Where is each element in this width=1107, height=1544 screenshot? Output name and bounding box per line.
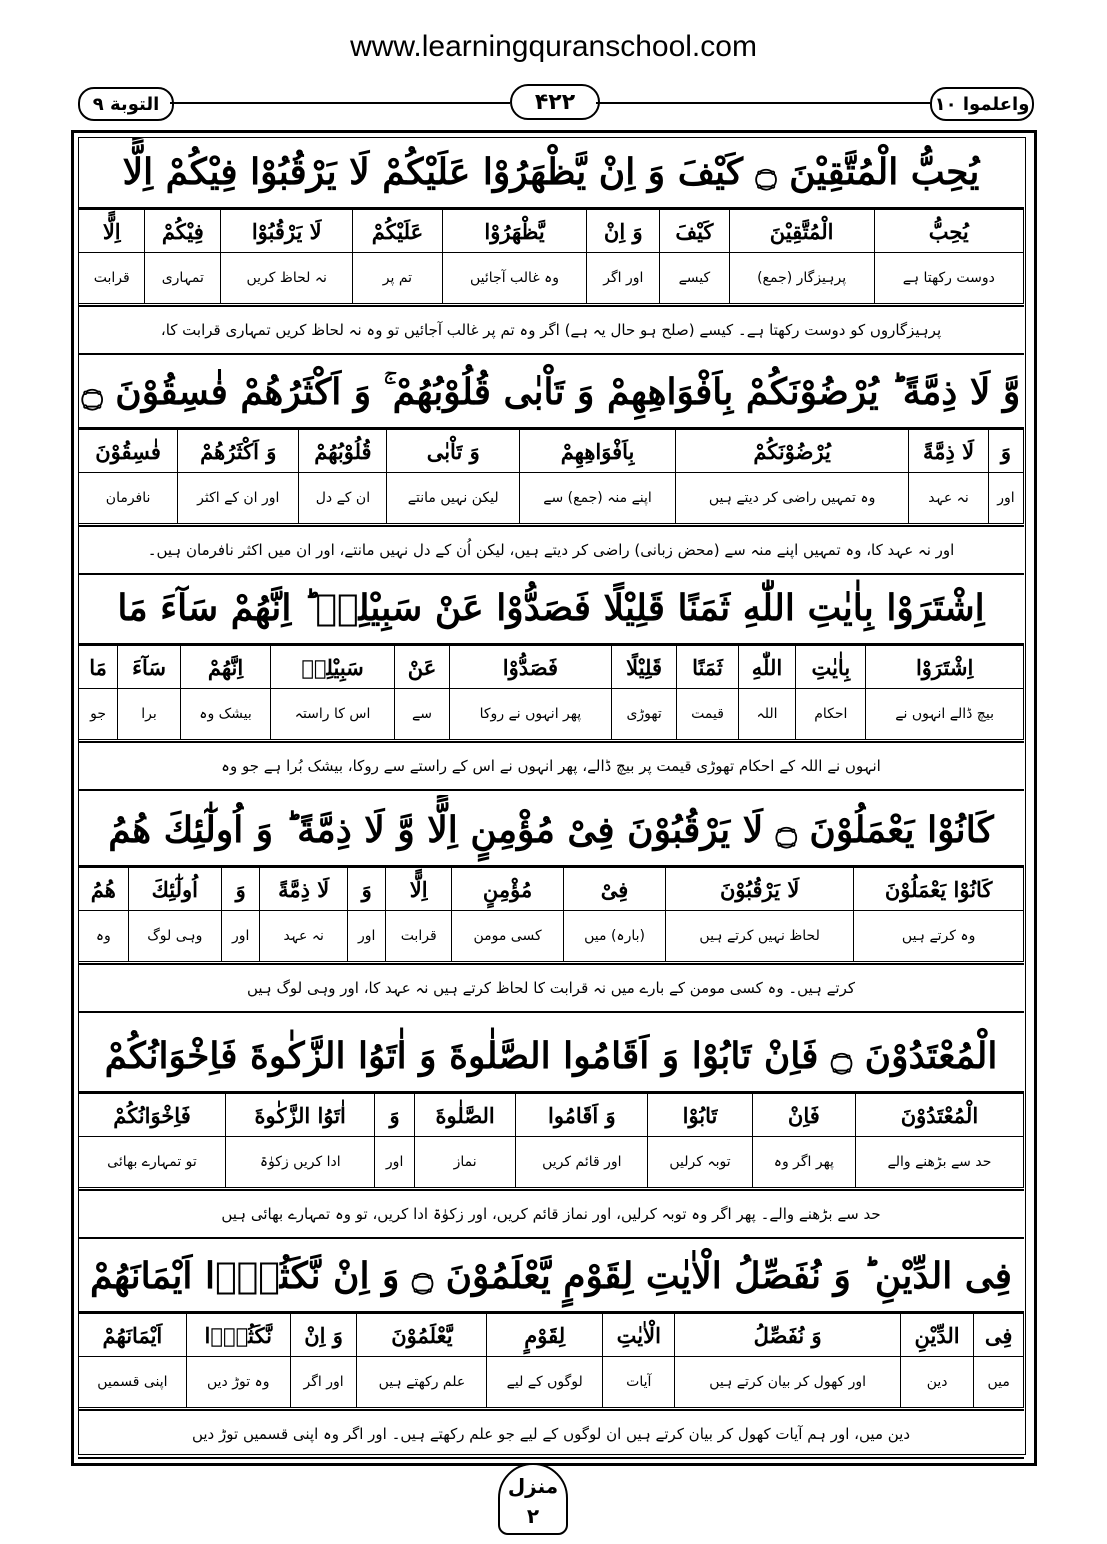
urdu-meaning: دوست رکھتا ہے [874, 253, 1023, 304]
urdu-meaning: علم رکھتے ہیں [357, 1357, 487, 1408]
arabic-word: اِنَّهُمْ [180, 646, 270, 689]
urdu-meaning: پھر انہوں نے روکا [449, 689, 611, 740]
arabic-word: یُرْضُوْنَكُمْ [676, 430, 909, 473]
arabic-words-row [79, 1094, 1024, 1137]
arabic-words-row [79, 430, 1024, 473]
arabic-word: قُلُوْبُهُمْ [299, 430, 387, 473]
arabic-word: فِی [974, 1314, 1024, 1357]
urdu-meaning: لیکن نہیں مانتے [387, 473, 520, 524]
arabic-word: تَابُوْا [648, 1094, 753, 1137]
arabic-word: یَّعْلَمُوْنَ [357, 1314, 487, 1357]
arabic-word: فَصَدُّوْا [449, 646, 611, 689]
urdu-meaning: لحاظ نہیں کرتے ہیں [665, 911, 853, 962]
arabic-word: بِاَفْوَاهِهِمْ [520, 430, 676, 473]
surah-label: التوبة ۹ [78, 87, 174, 121]
arabic-word: وَ [375, 1094, 414, 1137]
urdu-meaning: نہ عہد [260, 911, 348, 962]
word-by-word-table [78, 1313, 1024, 1408]
urdu-meaning: وہ [79, 911, 129, 962]
word-by-word-table [78, 1093, 1024, 1188]
arabic-word: لَا ذِمَّةً [909, 430, 989, 473]
arabic-word: لَا یَرْقُبُوْا [221, 210, 353, 253]
urdu-meanings-row [79, 1357, 1024, 1408]
word-by-word-table [78, 209, 1024, 304]
arabic-word: اِلًّا [386, 868, 451, 911]
juz-label: واعلموا ۱۰ [930, 87, 1034, 121]
urdu-meaning: بیچ ڈالے انہوں نے [866, 689, 1024, 740]
urdu-meaning: نہ لحاظ کریں [221, 253, 353, 304]
arabic-word: لَا یَرْقُبُوْنَ [665, 868, 853, 911]
page-number: ۴۲۲ [510, 84, 600, 120]
urdu-meaning: آیات [603, 1357, 675, 1408]
urdu-meaning: وہ توڑ دیں [186, 1357, 290, 1408]
arabic-word: فِیْكُمْ [145, 210, 221, 253]
urdu-meaning: احکام [796, 689, 866, 740]
urdu-meaning: اور قائم کریں [516, 1137, 648, 1188]
urdu-meaning: جو [79, 689, 118, 740]
arabic-verse-line: الْمُعْتَدُوْنَ ۝ فَاِنْ تَابُوْا وَ اَقَامُوا الصَّلٰوةَ وَ اٰتَوُا الزَّكٰوةَ فَاِخْوَانُكُمْ [78, 1021, 1024, 1093]
urdu-meaning: بیشک وہ [180, 689, 270, 740]
urdu-meaning: اللہ [738, 689, 796, 740]
urdu-meaning: اور [348, 911, 386, 962]
urdu-meaning: تم پر [353, 253, 442, 304]
arabic-word: فٰسِقُوْنَ [79, 430, 178, 473]
urdu-meaning: قیمت [677, 689, 738, 740]
urdu-meaning: اور کھول کر بیان کرتے ہیں [675, 1357, 900, 1408]
arabic-word: قَلِیْلًا [611, 646, 677, 689]
arabic-word: ثَمَنًا [677, 646, 738, 689]
arabic-word: فَاِنْ [752, 1094, 855, 1137]
arabic-word: وَ اِنْ [587, 210, 660, 253]
arabic-word: وَ [348, 868, 386, 911]
arabic-words-row [79, 1314, 1024, 1357]
urdu-meaning: وہ غالب آجائیں [442, 253, 587, 304]
urdu-meaning: اور اگر [587, 253, 660, 304]
arabic-verse-line: فِی الدِّیْنِ ؕ وَ نُفَصِّلُ الْاٰیٰتِ لِقَوْمٍ یَّعْلَمُوْنَ ۝ وَ اِنْ نَّكَثُوْۤا اَیْمَانَهُمْ [78, 1241, 1024, 1313]
arabic-verse-line: اِشْتَرَوْا بِاٰیٰتِ اللّٰهِ ثَمَنًا قَلِیْلًا فَصَدُّوْا عَنْ سَبِیْلِهٖ ؕ اِنَّهُمْ سَآءَ مَا [78, 573, 1024, 645]
arabic-word: وَ [988, 430, 1023, 473]
arabic-verse-line: یُحِبُّ الْمُتَّقِیْنَ ۝ کَیْفَ وَ اِنْ یَّظْهَرُوْا عَلَیْكُمْ لَا یَرْقُبُوْا فِیْكُمْ اِلًّا [78, 137, 1024, 209]
urdu-meaning: (بارہ) میں [564, 911, 666, 962]
urdu-meaning: اور [988, 473, 1023, 524]
header-divider-left [170, 102, 510, 104]
urdu-meaning: دین [900, 1357, 974, 1408]
arabic-word: فِیْ [564, 868, 666, 911]
word-by-word-table [78, 645, 1024, 740]
arabic-word: سَبِیْلِهٖ [271, 646, 395, 689]
arabic-word: عَنْ [395, 646, 450, 689]
arabic-word: هُمُ [79, 868, 129, 911]
header-divider-right [596, 102, 930, 104]
arabic-word: وَ اَقَامُوا [516, 1094, 648, 1137]
word-by-word-table [78, 867, 1024, 962]
urdu-translation-line: پرہیزگاروں کو دوست رکھتا ہے۔ کیسے (صلح ہو حال یہ ہے) اگر وہ تم پر غالب آجائیں تو وہ نہ لحاظ کریں تمہاری قرابت کا، [78, 305, 1024, 355]
urdu-translation-line: دین میں، اور ہم آیات کھول کر بیان کرتے ہیں ان لوگوں کے لیے جو علم رکھتے ہیں۔ اور اگر وہ اپنی قسمیں توڑ دیں [78, 1409, 1024, 1459]
arabic-word: الْاٰیٰتِ [603, 1314, 675, 1357]
arabic-word: کَیْفَ [660, 210, 730, 253]
arabic-word: نَّكَثُوْۤا [186, 1314, 290, 1357]
arabic-word: مَا [79, 646, 118, 689]
urdu-translation-line: کرتے ہیں۔ وہ کسی مومن کے بارے میں نہ قرابت کا لحاظ کرتے ہیں نہ عہد کا، اور وہی لوگ ہیں [78, 963, 1024, 1013]
arabic-word: وَ نُفَصِّلُ [675, 1314, 900, 1357]
urdu-meaning: برا [118, 689, 181, 740]
urdu-meaning: اور [221, 911, 259, 962]
manzil-label: منزل [507, 1474, 559, 1498]
urdu-meaning: پرہیزگار (جمع) [729, 253, 874, 304]
arabic-word: اَیْمَانَهُمْ [79, 1314, 187, 1357]
urdu-meaning: ان کے دل [299, 473, 387, 524]
urdu-meaning: وہی لوگ [128, 911, 221, 962]
urdu-meaning: میں [974, 1357, 1024, 1408]
arabic-word: وَ اَكْثَرُهُمْ [178, 430, 299, 473]
manzil-badge [498, 1463, 568, 1535]
urdu-meaning: پھر اگر وہ [752, 1137, 855, 1188]
arabic-word: وَ اِنْ [290, 1314, 357, 1357]
arabic-word: الْمُعْتَدُوْنَ [855, 1094, 1023, 1137]
arabic-word: عَلَیْكُمْ [353, 210, 442, 253]
arabic-words-row [79, 868, 1024, 911]
urdu-meanings-row [79, 911, 1024, 962]
arabic-word: یُحِبُّ [874, 210, 1023, 253]
arabic-word: الدِّیْنِ [900, 1314, 974, 1357]
urdu-meaning: اور [375, 1137, 414, 1188]
urdu-translation-line: اور نہ عہد کا، وہ تمہیں اپنے منہ سے (محض زبانی) راضی کر دیتے ہیں، لیکن اُن کے دل نہیں مانتے، اور ان میں اکثر نافرمان ہیں۔ [78, 525, 1024, 575]
arabic-word: اٰتَوُا الزَّكٰوةَ [225, 1094, 374, 1137]
arabic-verse-line: وَّ لَا ذِمَّةً ؕ یُرْضُوْنَكُمْ بِاَفْوَاهِهِمْ وَ تَاْبٰی قُلُوْبُهُمْ ۚ وَ اَكْثَرُهُمْ فٰسِقُوْنَ ۝ [78, 357, 1024, 429]
urdu-meaning: اس کا راستہ [271, 689, 395, 740]
arabic-word: كَانُوْا یَعْمَلُوْنَ [854, 868, 1024, 911]
arabic-word: الْمُتَّقِیْنَ [729, 210, 874, 253]
urdu-meaning: اور ان کے اکثر [178, 473, 299, 524]
arabic-verse-line: كَانُوْا یَعْمَلُوْنَ ۝ لَا یَرْقُبُوْنَ فِیْ مُؤْمِنٍ اِلًّا وَّ لَا ذِمَّةً ؕ وَ اُولٰٓئِكَ هُمُ [78, 795, 1024, 867]
arabic-words-row [79, 210, 1024, 253]
urdu-meaning: تمہاری [145, 253, 221, 304]
word-by-word-table [78, 429, 1024, 524]
arabic-word: لَا ذِمَّةً [260, 868, 348, 911]
urdu-meaning: نماز [414, 1137, 516, 1188]
urdu-meaning: اپنے منہ (جمع) سے [520, 473, 676, 524]
urdu-meaning: حد سے بڑھنے والے [855, 1137, 1023, 1188]
arabic-word: لِقَوْمٍ [487, 1314, 603, 1357]
urdu-meaning: قرابت [79, 253, 145, 304]
urdu-meanings-row [79, 473, 1024, 524]
arabic-words-row [79, 646, 1024, 689]
urdu-meaning: نہ عہد [909, 473, 989, 524]
arabic-word: الصَّلٰوةَ [414, 1094, 516, 1137]
website-url[interactable]: www.learningquranschool.com [350, 30, 757, 63]
urdu-meaning: کیسے [660, 253, 730, 304]
urdu-meaning: اور اگر [290, 1357, 357, 1408]
arabic-word: مُؤْمِنٍ [451, 868, 563, 911]
manzil-number: ۲ [526, 1504, 540, 1528]
urdu-meaning: ادا کریں زکوٰۃ [225, 1137, 374, 1188]
arabic-word: سَآءَ [118, 646, 181, 689]
urdu-meaning: تھوڑی [611, 689, 677, 740]
urdu-meanings-row [79, 689, 1024, 740]
urdu-translation-line: انہوں نے اللہ کے احکام تھوڑی قیمت پر بیچ ڈالے، پھر انہوں نے اس کے راستے سے روکا، بیشک بُرا ہے جو وہ [78, 741, 1024, 791]
arabic-word: اِشْتَرَوْا [866, 646, 1024, 689]
arabic-word: وَ تَاْبٰی [387, 430, 520, 473]
urdu-meaning: تو تمہارے بھائی [79, 1137, 226, 1188]
urdu-meaning: کسی مومن [451, 911, 563, 962]
urdu-meanings-row [79, 253, 1024, 304]
urdu-translation-line: حد سے بڑھنے والے۔ پھر اگر وہ توبہ کرلیں، اور نماز قائم کریں، اور زکوٰۃ ادا کریں، تو وہ تمہارے بھائی ہیں [78, 1189, 1024, 1239]
urdu-meaning: لوگوں کے لیے [487, 1357, 603, 1408]
arabic-word: اِلًّا [79, 210, 145, 253]
urdu-meanings-row [79, 1137, 1024, 1188]
urdu-meaning: سے [395, 689, 450, 740]
arabic-word: وَ [221, 868, 259, 911]
urdu-meaning: وہ تمہیں راضی کر دیتے ہیں [676, 473, 909, 524]
urdu-meaning: نافرمان [79, 473, 178, 524]
arabic-word: فَاِخْوَانُكُمْ [79, 1094, 226, 1137]
urdu-meaning: اپنی قسمیں [79, 1357, 187, 1408]
urdu-meaning: توبہ کرلیں [648, 1137, 753, 1188]
arabic-word: بِاٰیٰتِ [796, 646, 866, 689]
urdu-meaning: قرابت [386, 911, 451, 962]
arabic-word: اللّٰهِ [738, 646, 796, 689]
arabic-word: اُولٰٓئِكَ [128, 868, 221, 911]
arabic-word: یَّظْهَرُوْا [442, 210, 587, 253]
urdu-meaning: وہ کرتے ہیں [854, 911, 1024, 962]
